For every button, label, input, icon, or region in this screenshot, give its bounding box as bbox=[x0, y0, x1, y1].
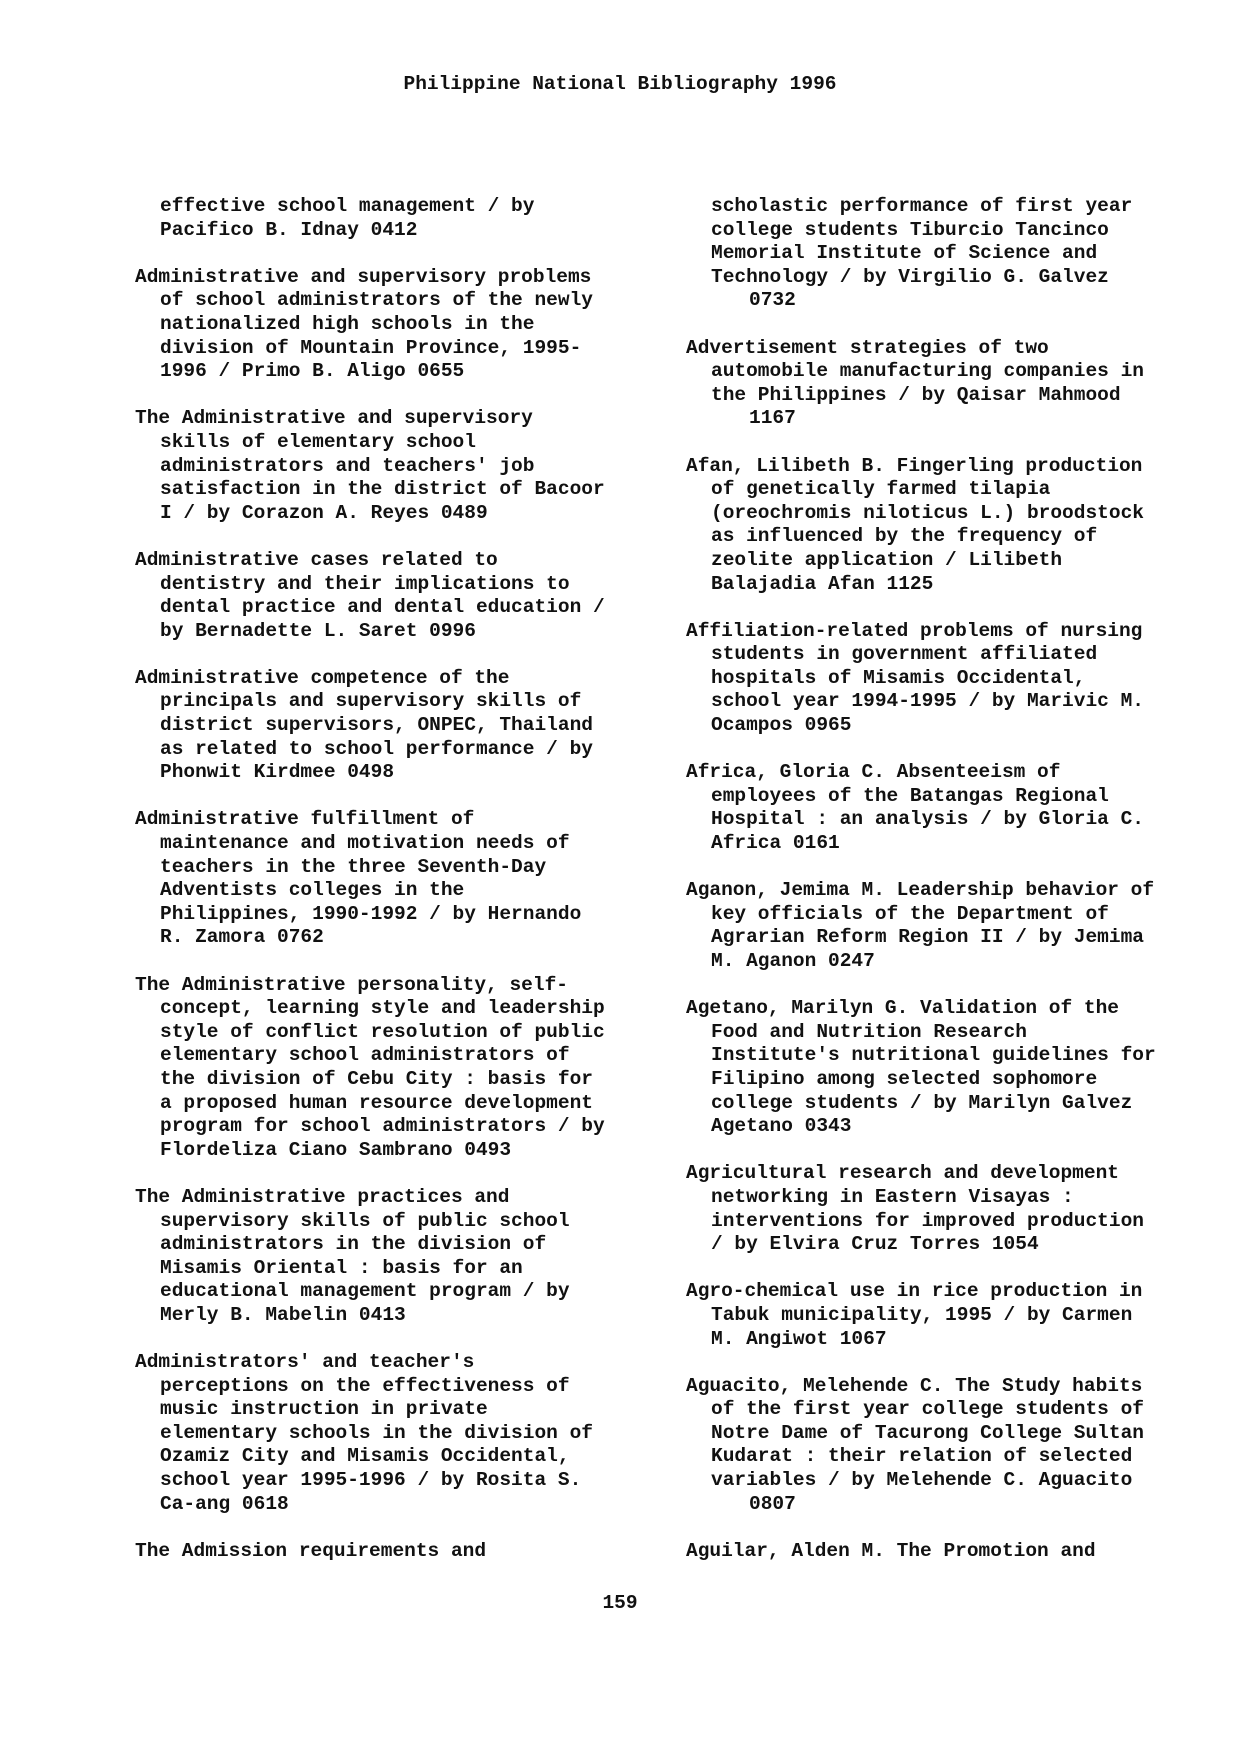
bibliography-entry bbox=[686, 1162, 1206, 1256]
entry-line: 0732 bbox=[749, 289, 796, 312]
entry-line: educational management program / by bbox=[160, 1280, 570, 1303]
entry-line: supervisory skills of public school bbox=[160, 1209, 570, 1232]
bibliography-entry bbox=[686, 879, 1206, 973]
bibliography-entry bbox=[686, 1375, 1206, 1517]
entry-line: administrators in the division of bbox=[160, 1233, 547, 1256]
entry-line: principals and supervisory skills of bbox=[160, 690, 582, 713]
entry-line: variables / by Melehende C. Aguacito bbox=[711, 1469, 1133, 1492]
entry-line: Aguilar, Alden M. The Promotion and bbox=[686, 1539, 1096, 1562]
page-header-title: Philippine National Bibliography 1996 bbox=[403, 73, 837, 95]
bibliography-entry bbox=[135, 195, 655, 242]
entry-line: Agricultural research and development bbox=[686, 1162, 1119, 1185]
bibliography-entry bbox=[686, 1540, 1206, 1564]
entry-line: program for school administrators / by bbox=[160, 1115, 605, 1138]
entry-line: dental practice and dental education / bbox=[160, 596, 605, 619]
bibliography-entry bbox=[135, 549, 655, 643]
entry-line: Agetano 0343 bbox=[711, 1115, 852, 1138]
entry-line: Philippines, 1990-1992 / by Hernando bbox=[160, 902, 582, 925]
entry-line: employees of the Batangas Regional bbox=[711, 784, 1109, 807]
bibliography-entry bbox=[686, 761, 1206, 855]
entry-line: key officials of the Department of bbox=[711, 902, 1109, 925]
entry-line: Misamis Oriental : basis for an bbox=[160, 1256, 523, 1279]
entry-line: The Administrative personality, self- bbox=[135, 973, 568, 996]
entry-line: Merly B. Mabelin 0413 bbox=[160, 1303, 406, 1326]
entry-line: elementary schools in the division of bbox=[160, 1421, 593, 1444]
entry-line: teachers in the three Seventh-Day bbox=[160, 855, 547, 878]
bibliography-entry bbox=[135, 808, 655, 950]
left-column bbox=[135, 195, 655, 1587]
entry-line: Aganon, Jemima M. Leadership behavior of bbox=[686, 879, 1155, 902]
entry-line: district supervisors, ONPEC, Thailand bbox=[160, 714, 593, 737]
entry-line: Notre Dame of Tacurong College Sultan bbox=[711, 1421, 1144, 1444]
entry-line: Africa 0161 bbox=[711, 832, 840, 855]
entry-line: hospitals of Misamis Occidental, bbox=[711, 666, 1086, 689]
entry-line: 0807 bbox=[749, 1492, 796, 1515]
entry-line: Hospital : an analysis / by Gloria C. bbox=[711, 808, 1144, 831]
entry-line: style of conflict resolution of public bbox=[160, 1020, 605, 1043]
entry-line: Pacifico B. Idnay 0412 bbox=[160, 218, 418, 241]
entry-line: of genetically farmed tilapia bbox=[711, 478, 1051, 501]
entry-line: Filipino among selected sophomore bbox=[711, 1067, 1098, 1090]
entry-line: scholastic performance of first year bbox=[711, 195, 1133, 217]
entry-line: college students / by Marilyn Galvez bbox=[711, 1091, 1133, 1114]
entry-line: nationalized high schools in the bbox=[160, 312, 535, 335]
entry-line: maintenance and motivation needs of bbox=[160, 832, 570, 855]
entry-line: administrators and teachers' job bbox=[160, 454, 535, 477]
bibliography-entry bbox=[686, 1280, 1206, 1351]
entry-line: the Philippines / by Qaisar Mahmood bbox=[711, 383, 1121, 406]
entry-line: 1996 / Primo B. Aligo 0655 bbox=[160, 360, 465, 383]
entry-line: Institute's nutritional guidelines for bbox=[711, 1044, 1156, 1067]
entry-line: by Bernadette L. Saret 0996 bbox=[160, 619, 476, 642]
entry-line: I / by Corazon A. Reyes 0489 bbox=[160, 501, 488, 524]
entry-line: Affiliation-related problems of nursing bbox=[686, 619, 1143, 642]
bibliography-entry bbox=[135, 667, 655, 785]
bibliography-entry bbox=[135, 974, 655, 1163]
bibliography-entry bbox=[135, 266, 655, 384]
entry-line: school year 1994-1995 / by Marivic M. bbox=[711, 690, 1144, 713]
entry-line: Flordeliza Ciano Sambrano 0493 bbox=[160, 1138, 512, 1161]
entry-line: Advertisement strategies of two bbox=[686, 336, 1049, 359]
entry-line: Memorial Institute of Science and bbox=[711, 242, 1098, 265]
bibliography-entry bbox=[135, 1540, 655, 1564]
entry-line: The Administrative and supervisory bbox=[135, 407, 533, 430]
bibliography-entry bbox=[686, 455, 1206, 597]
entry-line: Agro-chemical use in rice production in bbox=[686, 1280, 1143, 1303]
entry-line: elementary school administrators of bbox=[160, 1044, 570, 1067]
entry-line: interventions for improved production bbox=[711, 1209, 1144, 1232]
entry-line: The Administrative practices and bbox=[135, 1185, 510, 1208]
bibliography-entry bbox=[135, 1351, 655, 1516]
entry-line: the division of Cebu City : basis for bbox=[160, 1067, 593, 1090]
page-number: 159 bbox=[602, 1592, 638, 1614]
entry-line: of school administrators of the newly bbox=[160, 289, 593, 312]
bibliography-entry bbox=[135, 407, 655, 525]
bibliography-entry bbox=[135, 1186, 655, 1328]
entry-line: Balajadia Afan 1125 bbox=[711, 572, 934, 595]
entry-line: skills of elementary school bbox=[160, 430, 476, 453]
entry-line: 1167 bbox=[749, 407, 796, 430]
entry-line: networking in Eastern Visayas : bbox=[711, 1185, 1074, 1208]
bibliography-entry bbox=[686, 195, 1206, 313]
entry-line: Technology / by Virgilio G. Galvez bbox=[711, 265, 1109, 288]
entry-line: / by Elvira Cruz Torres 1054 bbox=[711, 1233, 1039, 1256]
entry-line: Kudarat : their relation of selected bbox=[711, 1445, 1133, 1468]
entry-line: Administrative cases related to bbox=[135, 548, 498, 571]
entry-line: R. Zamora 0762 bbox=[160, 926, 324, 949]
entry-line: as related to school performance / by bbox=[160, 737, 593, 760]
entry-line: (oreochromis niloticus L.) broodstock bbox=[711, 501, 1144, 524]
entry-line: Agrarian Reform Region II / by Jemima bbox=[711, 926, 1144, 949]
entry-line: of the first year college students of bbox=[711, 1398, 1144, 1421]
entry-line: The Admission requirements and bbox=[135, 1539, 487, 1562]
entry-line: Aguacito, Melehende C. The Study habits bbox=[686, 1374, 1143, 1397]
right-column bbox=[686, 195, 1206, 1587]
entry-line: division of Mountain Province, 1995- bbox=[160, 336, 582, 359]
entry-line: Afan, Lilibeth B. Fingerling production bbox=[686, 454, 1143, 477]
entry-line: Food and Nutrition Research bbox=[711, 1020, 1027, 1043]
entry-line: M. Aganon 0247 bbox=[711, 950, 875, 972]
entry-line: Administrative fulfillment of bbox=[135, 808, 475, 831]
entry-line: as influenced by the frequency of bbox=[711, 525, 1098, 548]
entry-line: school year 1995-1996 / by Rosita S. bbox=[160, 1469, 582, 1492]
entry-line: effective school management / by bbox=[160, 195, 535, 217]
entry-line: Phonwit Kirdmee 0498 bbox=[160, 761, 395, 784]
entry-line: students in government affiliated bbox=[711, 643, 1098, 666]
entry-line: Agetano, Marilyn G. Validation of the bbox=[686, 997, 1119, 1020]
bibliography-entry bbox=[686, 337, 1206, 431]
entry-line: Ca-ang 0618 bbox=[160, 1492, 289, 1515]
entry-line: Africa, Gloria C. Absenteeism of bbox=[686, 761, 1061, 784]
entry-line: satisfaction in the district of Bacoor bbox=[160, 478, 605, 501]
entry-line: concept, learning style and leadership bbox=[160, 997, 605, 1020]
entry-line: dentistry and their implications to bbox=[160, 572, 570, 595]
entry-line: zeolite application / Lilibeth bbox=[711, 548, 1063, 571]
bibliography-entry bbox=[686, 997, 1206, 1139]
entry-line: a proposed human resource development bbox=[160, 1091, 593, 1114]
entry-line: Tabuk municipality, 1995 / by Carmen bbox=[711, 1303, 1133, 1326]
bibliography-entry bbox=[686, 620, 1206, 738]
entry-line: Adventists colleges in the bbox=[160, 879, 465, 902]
entry-line: Administrators' and teacher's bbox=[135, 1351, 475, 1374]
entry-line: music instruction in private bbox=[160, 1398, 488, 1421]
entry-line: M. Angiwot 1067 bbox=[711, 1327, 887, 1350]
entry-line: Ozamiz City and Misamis Occidental, bbox=[160, 1445, 570, 1468]
entry-line: college students Tiburcio Tancinco bbox=[711, 218, 1109, 241]
entry-line: Administrative competence of the bbox=[135, 666, 510, 689]
entry-line: perceptions on the effectiveness of bbox=[160, 1374, 570, 1397]
entry-line: Ocampos 0965 bbox=[711, 714, 852, 737]
entry-line: automobile manufacturing companies in bbox=[711, 360, 1144, 383]
entry-line: Administrative and supervisory problems bbox=[135, 265, 592, 288]
